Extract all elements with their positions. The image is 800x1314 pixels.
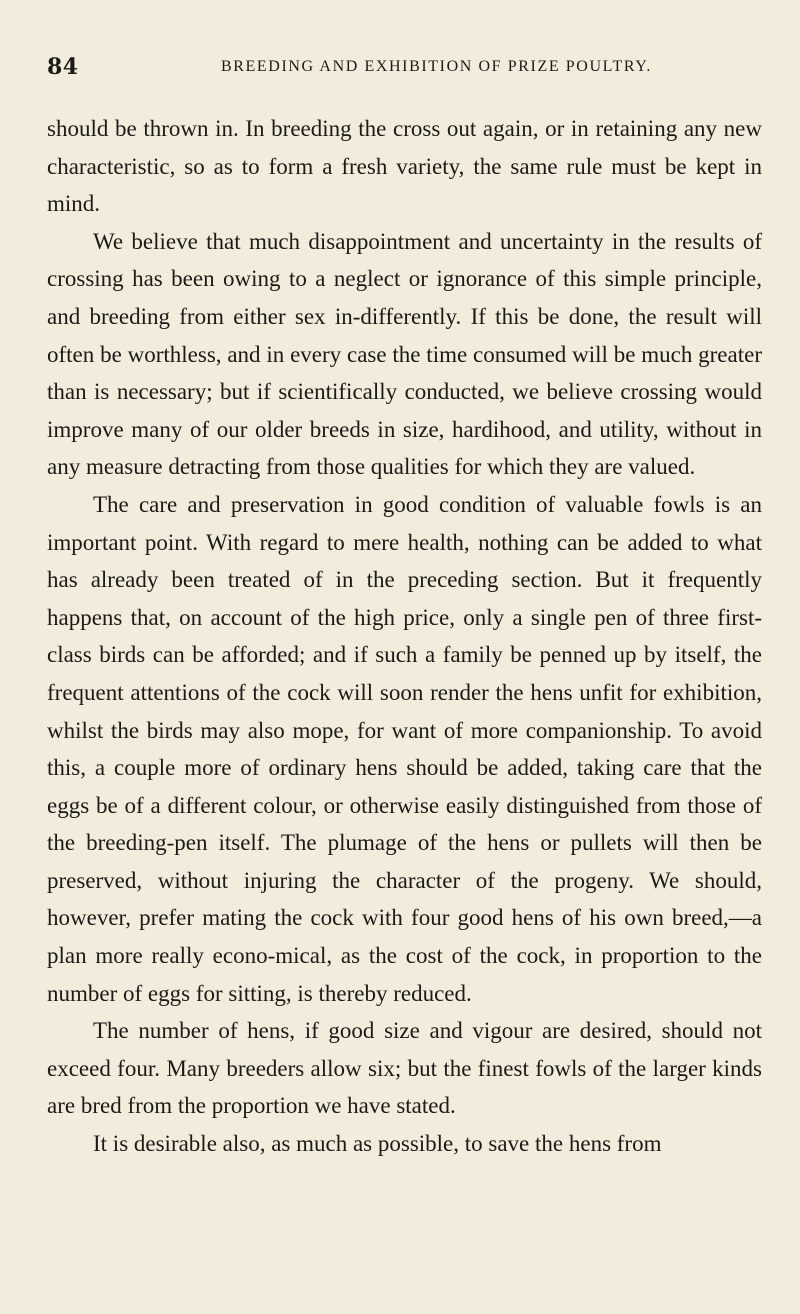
paragraph-crossing: We believe that much disappointment and uncertainty in the results of crossing has been owing to a neglect or ignorance of this simple principle, and breeding from either sex in-differently. If this be done, the result will often be worthless, and in every case the time consumed will be much greater than is necessary; but if scientifically conducted, we believe crossing would improve many of our older breeds in size, hardihood, and utility, without in any measure detracting from those qualities for which they are valued. [47,228,762,480]
paragraph-care-and-preservation: The care and preservation in good condition of valuable fowls is an important point. With regard to mere health, nothing can be added to what has already been treated of in the preceding section. But it frequently happens that, on account of the high price, only a single pen of three first-class birds can be afforded; and if such a family be penned up by itself, the frequent attentions of the cock will soon render the hens unfit for exhibition, whilst the birds may also mope, for want of more companionship. To avoid this, a couple more of ordinary hens should be added, taking care that the eggs be of a different colour, or otherwise easily distinguished from those of the breeding-pen itself. The plumage of the hens or pullets will then be preserved, without injuring the character of the progeny. We should, however, prefer mating the cock with four good hens of his own breed,—a plan more really econo-mical, as the cost of the cock, in proportion to the number of eggs for sitting, is thereby reduced. [47,491,762,1006]
running-head [47,54,762,84]
paragraph-save-the-hens: It is desirable also, as much as possible, to save the hens from [93,1131,662,1157]
running-title: BREEDING AND EXHIBITION OF PRIZE POULTRY. [221,58,652,75]
body-text [47,110,762,1163]
page-number: 84 [47,54,79,80]
paragraph-continuation: should be thrown in. In breeding the cross out again, or in retaining any new characteristic, so as to form a fresh variety, the same rule must be kept in mind. [47,116,762,217]
paragraph-number-of-hens: The number of hens, if good size and vigour are desired, should not exceed four. Many breeders allow six; but the finest fowls of the larger kinds are bred from the proportion we have stated. [47,1018,762,1119]
